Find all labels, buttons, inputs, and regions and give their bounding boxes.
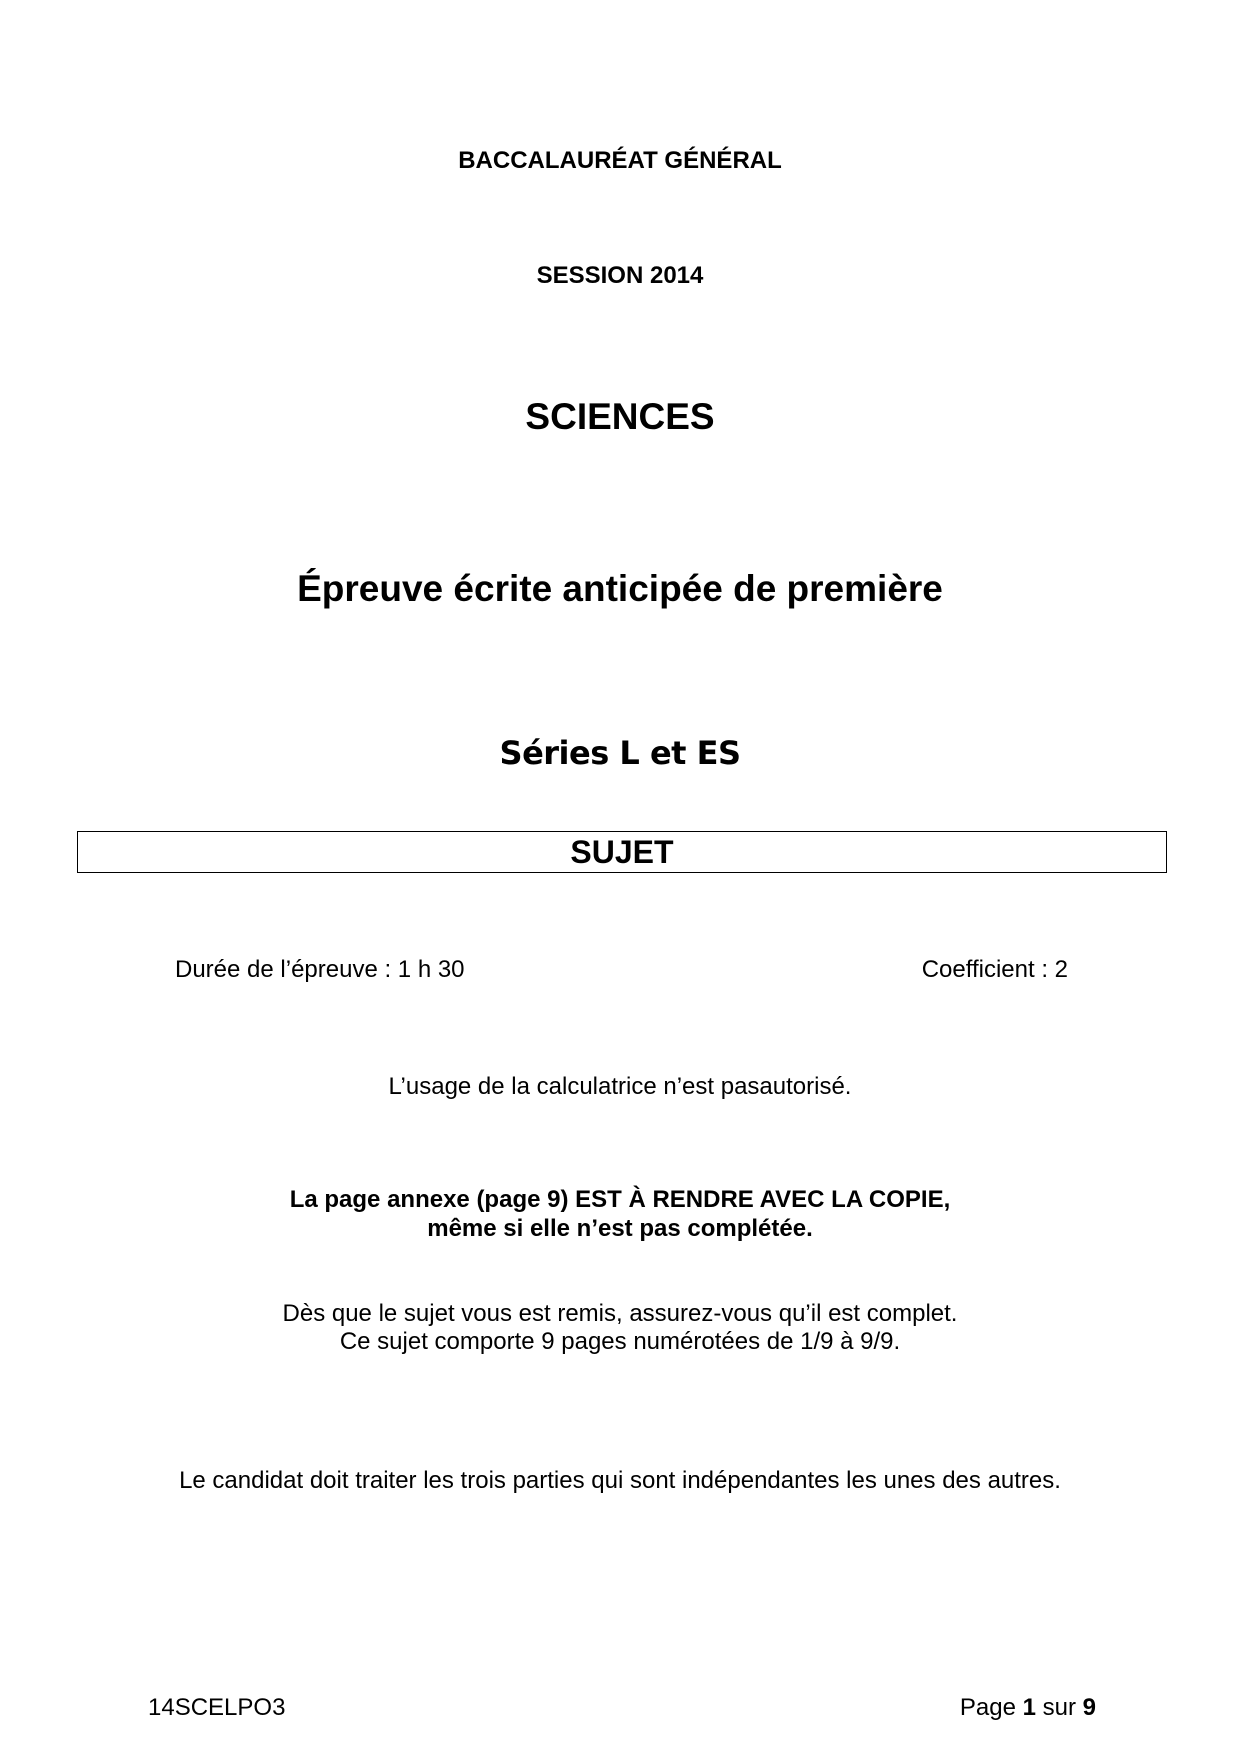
annex-notice-line-1: La page annexe (page 9) EST À RENDRE AVEC LA COPIE, — [289, 1186, 951, 1213]
sujet-banner — [77, 831, 1167, 873]
exam-type: BACCALAURÉAT GÉNÉRAL — [458, 147, 782, 174]
annex-notice-line-2: même si elle n’est pas complétée. — [427, 1215, 813, 1242]
exam-duration: Durée de l’épreuve : 1 h 30 — [175, 956, 465, 983]
sujet-label: SUJET — [570, 834, 674, 870]
calculator-rule: L’usage de la calculatrice n’est pasautorisé. — [388, 1073, 852, 1100]
document-code: 14SCELPO3 — [148, 1694, 286, 1721]
completeness-check-line-2: Ce sujet comporte 9 pages numérotées de 1/9 à 9/9. — [339, 1328, 901, 1355]
page-prefix: Page — [959, 1694, 1023, 1721]
completeness-check-line-1: Dès que le sujet vous est remis, assurez-vous qu’il est complet. — [282, 1300, 958, 1327]
page-current: 1 — [1022, 1694, 1036, 1721]
page-middle: sur — [1035, 1694, 1083, 1721]
exam-coefficient: Coefficient : 2 — [921, 956, 1068, 983]
session-year: SESSION 2014 — [536, 262, 704, 289]
page-total: 9 — [1082, 1694, 1096, 1721]
series-label: Séries L et ES — [499, 734, 741, 772]
page-number — [960, 1694, 1096, 1722]
exam-name: Épreuve écrite anticipée de première — [297, 568, 943, 609]
candidate-instruction: Le candidat doit traiter les trois parties qui sont indépendantes les unes des autres. — [179, 1467, 1061, 1494]
subject-title: SCIENCES — [525, 396, 715, 437]
